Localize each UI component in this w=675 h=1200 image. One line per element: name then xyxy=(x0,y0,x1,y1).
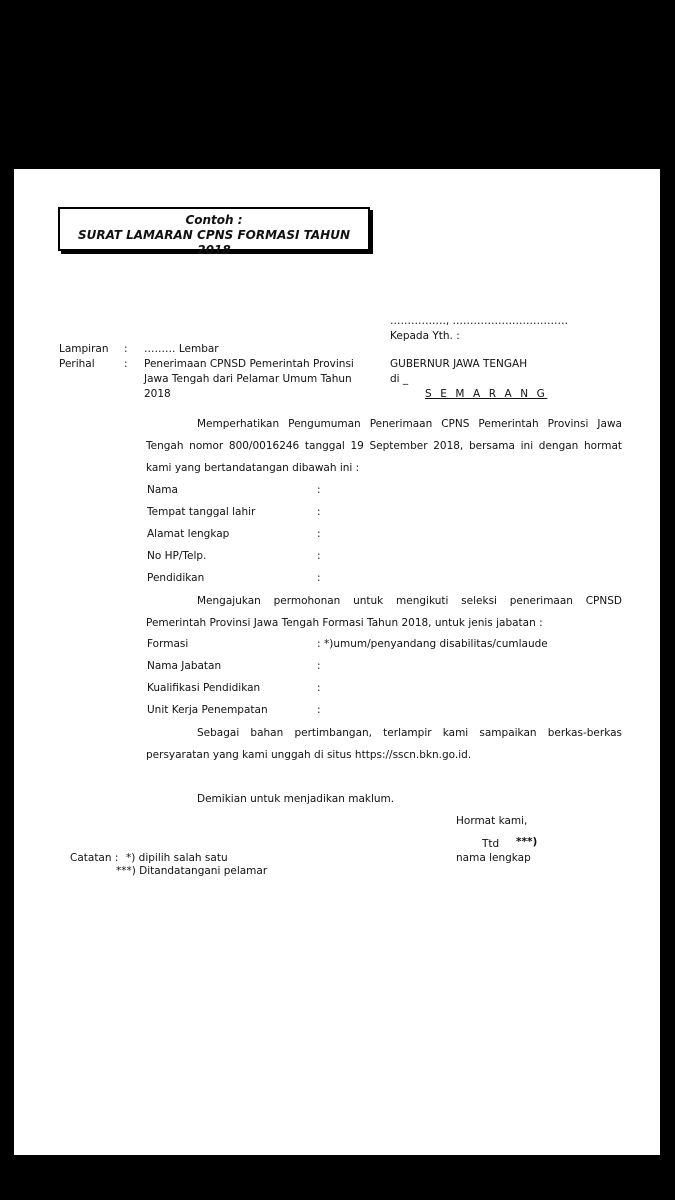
recipient-di: di _ xyxy=(390,373,409,385)
signature-greeting: Hormat kami, xyxy=(456,815,528,827)
lampiran-colon: : xyxy=(124,343,128,355)
field-label-pendidikan: Pendidikan xyxy=(147,572,205,584)
recipient-city: S E M A R A N G xyxy=(425,388,548,400)
field-colon: : xyxy=(317,572,321,584)
title-box xyxy=(58,207,370,257)
title-line-2: SURAT LAMARAN CPNS FORMASI TAHUN 2018 xyxy=(77,228,351,257)
field-colon: : xyxy=(317,704,321,716)
perihal-line-2: Jawa Tengah dari Pelamar Umum Tahun xyxy=(144,373,352,385)
title-line-1: Contoh : xyxy=(185,213,243,227)
field-label-tempat-tanggal-lahir: Tempat tanggal lahir xyxy=(147,506,256,518)
consider-paragraph: Sebagai bahan pertimbangan, terlampir kami sampaikan berkas-berkas persyaratan yang kami unggah di situs https://sscn.bkn.go.id. xyxy=(146,727,622,761)
perihal-line-3: 2018 xyxy=(144,388,171,400)
intro-paragraph: Memperhatikan Pengumuman Penerimaan CPNS Pemerintah Provinsi Jawa Tengah nomor 800/0016246 tanggal 19 September 2018, bersama ini dengan hormat kami yang bertandatangan dibawah ini : xyxy=(146,418,622,474)
field-colon: : xyxy=(317,484,321,496)
field-colon: : xyxy=(317,682,321,694)
field-label-formasi: Formasi xyxy=(147,638,189,650)
perihal-line-1: Penerimaan CPNSD Pemerintah Provinsi xyxy=(144,358,354,370)
field-label-no-hp: No HP/Telp. xyxy=(147,550,207,562)
closing-sentence: Demikian untuk menjadikan maklum. xyxy=(197,793,395,805)
letter-page xyxy=(14,169,660,1155)
perihal-colon: : xyxy=(124,358,128,370)
field-colon: : xyxy=(317,528,321,540)
signature-name: nama lengkap xyxy=(456,852,531,864)
note-2: ***) Ditandatangani pelamar xyxy=(116,865,268,877)
field-colon: : xyxy=(317,638,321,650)
place-date: ……………., …………………………… xyxy=(390,315,569,327)
lampiran-value: ……… Lembar xyxy=(144,343,219,355)
field-label-nama-jabatan: Nama Jabatan xyxy=(147,660,222,672)
lampiran-label: Lampiran xyxy=(59,343,109,355)
notes-label: Catatan : xyxy=(70,852,119,864)
apply-paragraph: Mengajukan permohonan untuk mengikuti seleksi penerimaan CPNSD Pemerintah Provinsi Jawa Tengah Formasi Tahun 2018, untuk jenis jabatan : xyxy=(146,595,622,629)
field-label-alamat: Alamat lengkap xyxy=(147,528,230,540)
recipient-name: GUBERNUR JAWA TENGAH xyxy=(390,358,528,370)
field-value-formasi: *)umum/penyandang disabilitas/cumlaude xyxy=(324,638,548,650)
recipient-kepada: Kepada Yth. : xyxy=(390,330,460,342)
perihal-label: Perihal xyxy=(59,358,95,370)
note-1: *) dipilih salah satu xyxy=(126,852,228,864)
field-colon: : xyxy=(317,660,321,672)
signature-ttd-mark: ***) xyxy=(516,836,538,848)
signature-ttd: Ttd xyxy=(482,838,500,850)
field-label-unit-kerja: Unit Kerja Penempatan xyxy=(147,704,268,716)
field-label-nama: Nama xyxy=(147,484,178,496)
field-colon: : xyxy=(317,550,321,562)
field-label-kualifikasi: Kualifikasi Pendidikan xyxy=(147,682,261,694)
field-colon: : xyxy=(317,506,321,518)
